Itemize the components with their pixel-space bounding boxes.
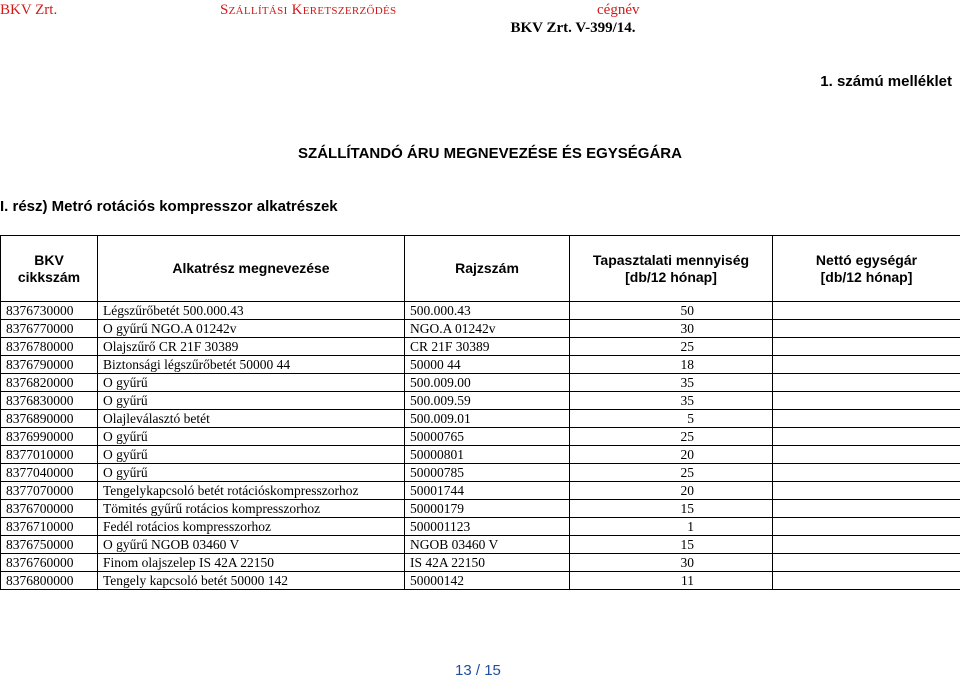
page-header <box>0 2 960 22</box>
header-company: BKV Zrt. <box>0 2 58 18</box>
cell-price <box>773 374 960 392</box>
cell-drawing: 50000142 <box>405 572 570 590</box>
table-row <box>1 338 960 356</box>
cell-code: 8376780000 <box>1 338 98 356</box>
table-row <box>1 392 960 410</box>
cell-qty: 35 <box>570 374 773 392</box>
cell-qty: 20 <box>570 446 773 464</box>
cell-qty: 20 <box>570 482 773 500</box>
page-separator: / <box>475 662 481 679</box>
cell-code: 8376990000 <box>1 428 98 446</box>
cell-name: O gyűrű <box>98 446 405 464</box>
table-row <box>1 302 960 320</box>
table-row <box>1 446 960 464</box>
col-header-code-line1: BKV <box>34 251 64 268</box>
cell-name: O gyűrű <box>98 392 405 410</box>
cell-qty: 25 <box>570 338 773 356</box>
table-row <box>1 428 960 446</box>
col-header-price <box>773 236 960 302</box>
cell-qty: 30 <box>570 320 773 338</box>
cell-price <box>773 500 960 518</box>
cell-price <box>773 320 960 338</box>
cell-qty: 11 <box>570 572 773 590</box>
cell-qty: 15 <box>570 536 773 554</box>
table-row <box>1 356 960 374</box>
cell-name: O gyűrű <box>98 374 405 392</box>
cell-name: Finom olajszelep IS 42A 22150 <box>98 554 405 572</box>
cell-drawing: 50000801 <box>405 446 570 464</box>
cell-name: Tömités gyűrű rotácios kompresszorhoz <box>98 500 405 518</box>
part-title: I. rész) Metró rotációs kompresszor alkatrészek <box>0 198 338 215</box>
cell-qty: 1 <box>570 518 773 536</box>
cell-name: Biztonsági légszűrőbetét 50000 44 <box>98 356 405 374</box>
table-header-row <box>1 236 960 302</box>
cell-code: 8377070000 <box>1 482 98 500</box>
cell-drawing: 500.009.01 <box>405 410 570 428</box>
table-row <box>1 572 960 590</box>
page-current: 13 <box>455 662 472 679</box>
cell-drawing: 50000179 <box>405 500 570 518</box>
cell-code: 8376730000 <box>1 302 98 320</box>
cell-code: 8377040000 <box>1 464 98 482</box>
cell-code: 8376820000 <box>1 374 98 392</box>
cell-qty: 35 <box>570 392 773 410</box>
cell-code: 8376710000 <box>1 518 98 536</box>
cell-code: 8376790000 <box>1 356 98 374</box>
cell-price <box>773 428 960 446</box>
cell-code: 8376760000 <box>1 554 98 572</box>
col-header-code-line2: cikkszám <box>17 268 81 285</box>
col-header-price-line1: Nettó egységár <box>815 251 918 268</box>
table-row <box>1 374 960 392</box>
cell-code: 8376700000 <box>1 500 98 518</box>
col-header-drawing: Rajzszám <box>405 236 570 302</box>
cell-qty: 18 <box>570 356 773 374</box>
col-header-qty-line2: [db/12 hónap] <box>625 268 717 285</box>
cell-price <box>773 572 960 590</box>
header-contract-type: Szállítási Keretszerződés <box>220 2 397 18</box>
cell-price <box>773 392 960 410</box>
cell-code: 8376800000 <box>1 572 98 590</box>
cell-drawing: CR 21F 30389 <box>405 338 570 356</box>
cell-drawing: 50001744 <box>405 482 570 500</box>
cell-drawing: 500.000.43 <box>405 302 570 320</box>
cell-qty: 5 <box>570 410 773 428</box>
table-row <box>1 500 960 518</box>
cell-drawing: 500001123 <box>405 518 570 536</box>
cell-drawing: 50000 44 <box>405 356 570 374</box>
cell-name: Tengelykapcsoló betét rotációskompresszorhoz <box>98 482 405 500</box>
cell-price <box>773 446 960 464</box>
col-header-qty-line1: Tapasztalati mennyiség <box>592 251 750 268</box>
col-header-price-line2: [db/12 hónap] <box>820 268 913 285</box>
table-row <box>1 464 960 482</box>
cell-drawing: 500.009.59 <box>405 392 570 410</box>
cell-drawing: 50000765 <box>405 428 570 446</box>
cell-name: Fedél rotácios kompresszorhoz <box>98 518 405 536</box>
cell-price <box>773 338 960 356</box>
cell-price <box>773 536 960 554</box>
items-table <box>0 235 960 590</box>
cell-name: O gyűrű NGOB 03460 V <box>98 536 405 554</box>
cell-name: Olajszűrő CR 21F 30389 <box>98 338 405 356</box>
table-row <box>1 554 960 572</box>
cell-code: 8376770000 <box>1 320 98 338</box>
cell-price <box>773 518 960 536</box>
cell-drawing: 500.009.00 <box>405 374 570 392</box>
cell-drawing: 50000785 <box>405 464 570 482</box>
header-placeholder: cégnév <box>597 2 640 18</box>
cell-price <box>773 464 960 482</box>
cell-price <box>773 302 960 320</box>
cell-qty: 15 <box>570 500 773 518</box>
cell-name: Olajleválasztó betét <box>98 410 405 428</box>
page-title: SZÁLLÍTANDÓ ÁRU MEGNEVEZÉSE ÉS EGYSÉGÁRA <box>298 145 682 162</box>
cell-qty: 30 <box>570 554 773 572</box>
annex-label: 1. számú melléklet <box>820 73 952 90</box>
cell-qty: 25 <box>570 464 773 482</box>
col-header-code <box>1 236 98 302</box>
cell-name: O gyűrű NGO.A 01242v <box>98 320 405 338</box>
cell-price <box>773 482 960 500</box>
cell-price <box>773 410 960 428</box>
cell-code: 8376830000 <box>1 392 98 410</box>
cell-qty: 25 <box>570 428 773 446</box>
col-header-name: Alkatrész megnevezése <box>98 236 405 302</box>
table-row <box>1 518 960 536</box>
cell-name: O gyűrű <box>98 428 405 446</box>
cell-drawing: NGOB 03460 V <box>405 536 570 554</box>
cell-qty: 50 <box>570 302 773 320</box>
table-row <box>1 482 960 500</box>
cell-name: Tengely kapcsoló betét 50000 142 <box>98 572 405 590</box>
cell-drawing: IS 42A 22150 <box>405 554 570 572</box>
table-row <box>1 320 960 338</box>
cell-price <box>773 356 960 374</box>
cell-name: O gyűrű <box>98 464 405 482</box>
cell-price <box>773 554 960 572</box>
table-row <box>1 536 960 554</box>
table-row <box>1 410 960 428</box>
cell-drawing: NGO.A 01242v <box>405 320 570 338</box>
col-header-qty <box>570 236 773 302</box>
page-total: 15 <box>484 662 501 679</box>
cell-name: Légszűrőbetét 500.000.43 <box>98 302 405 320</box>
cell-code: 8376750000 <box>1 536 98 554</box>
page-number <box>455 662 501 679</box>
cell-code: 8377010000 <box>1 446 98 464</box>
cell-code: 8376890000 <box>1 410 98 428</box>
document-reference: BKV Zrt. V-399/14. <box>510 20 636 36</box>
